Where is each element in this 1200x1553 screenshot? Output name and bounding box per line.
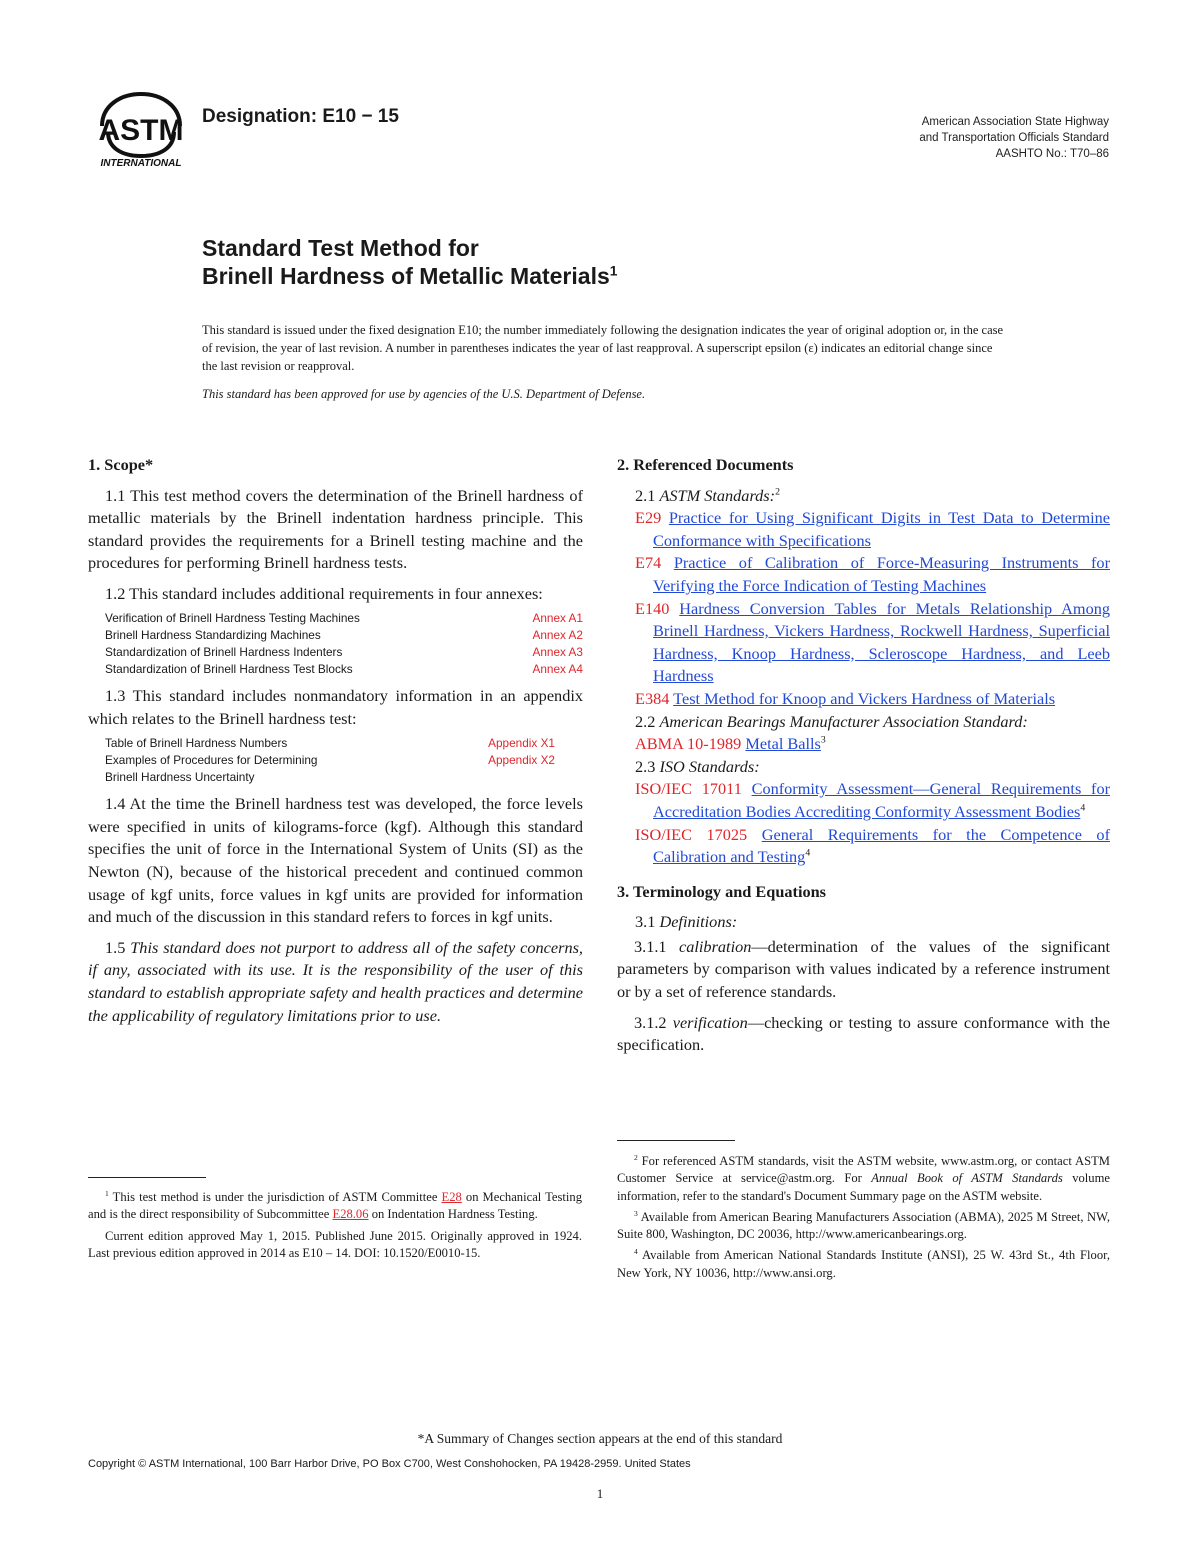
annex-link[interactable]: Annex A1 [532,610,583,625]
summary-of-changes-note: *A Summary of Changes section appears at the end of this standard [417,1431,783,1446]
paragraph-1-4: 1.4 At the time the Brinell hardness test was developed, the force levels were specified in units of kilograms-force (kgf). Although this standard specifies the unit of force in the International System of Units (SI) as the Newton (N), because of the historical precedent and continued common usage of kgf units, force values in kgf units are provided for information and much of the discussion in this standard refers to forces in kgf units. [88,794,583,927]
footnote-1-edition: Current edition approved May 1, 2015. Published June 2015. Originally approved in 1924. Last previous edition approved in 2014 as E10 – 14. DOI: 10.1520/E0010-15. [88,1228,582,1260]
left-column [88,454,583,1027]
footnote-4: $^4$ Available from American National Standards Institute (ANSI), 25 W. 43rd St., 4th Floor, New York, NY 10036, http://www.ansi.org. [617,1247,1110,1280]
annex-row: Brinell Hardness Standardizing Machines Annex A2 [105,627,583,644]
paragraph-1-3: 1.3 This standard includes nonmandatory information in an appendix which relates to the Brinell hardness test: [88,686,583,728]
subcommittee-link[interactable]: E28.06 [332,1207,369,1222]
logo-text: ASTM [98,114,184,147]
document-title [202,234,617,290]
section-heading-referenced: 2. Referenced Documents [617,455,794,474]
title-text: Brinell Hardness of Metallic Materials [202,263,610,289]
footnote-2: $^2$ For referenced ASTM standards, visit the ASTM website, www.astm.org, or contact ASTM Customer Service at service@astm.org. For Annual Book of ASTM Standards volume information, refer to the standard's Document Summary page on the ASTM website. [617,1152,1111,1203]
paragraph-1-1: 1.1 This test method covers the determination of the Brinell hardness of metallic materials by the Brinell indentation hardness principle. This standard provides the requirements for a Brinell testing machine and the procedures for performing Brinell hardness tests. [88,485,583,573]
appendix-row: Examples of Procedures for Determining Appendix X2 [105,752,555,769]
annex-link[interactable]: Annex A3 [532,644,583,659]
footnotes-right [617,1153,1110,1286]
astm-logo [88,86,194,172]
section-heading-scope: 1. Scope* [88,455,154,474]
title-footnote-ref: 1 [609,263,618,279]
annex-row: Standardization of Brinell Hardness Test Blocks Annex A4 [105,661,583,678]
section-heading-terminology: 3. Terminology and Equations [617,881,827,901]
designation: Designation: E10 − 15 [202,106,399,127]
approval-note: This standard has been approved for use by agencies of the U.S. Department of Defense. [202,387,646,401]
subsection-2-1: 2.1 ASTM Standards:$^2$ [635,485,780,505]
annex-link[interactable]: Annex A4 [532,662,583,677]
reference-e140[interactable]: E140 Hardness Conversion Tables for Metals Relationship Among Brinell Hardness, Vickers Hardness, Rockwell Hardness, Superficial Hardness, Knoop Hardness, Scleroscope Hardness, and Leeb Hardness [635,598,1110,686]
annex-row: Standardization of Brinell Hardness Indenters Annex A3 [105,644,583,661]
appendix-row: Table of Brinell Hardness Numbers Appendix X1 [105,735,555,752]
footnote-rule-right [617,1140,735,1141]
paragraph-1-5: 1.5 This standard does not purport to address all of the safety concerns, if any, associated with its use. It is the responsibility of the user of this standard to establish appropriate safety and health practices and determine the applicability of regulatory limitations prior to use. [88,937,583,1025]
right-column [617,454,1110,1057]
footnotes-left [88,1189,582,1266]
title-line-2 [202,262,617,290]
aashto-line: American Association State Highway [921,116,1109,128]
annex-row: Verification of Brinell Hardness Testing Machines Annex A1 [105,610,583,627]
subsection-2-3: 2.3 ISO Standards: [635,756,760,776]
reference-e29[interactable]: E29 Practice for Using Significant Digits in Test Data to Determine Conformance with Specifications [635,508,1110,550]
reference-iso-17025[interactable]: ISO/IEC 17025 General Requirements for the Competence of Calibration and Testing$^4$ [635,824,1110,867]
paragraph-1-2: 1.2 This standard includes additional requirements in four annexes: [105,583,543,603]
appendix-list [105,735,555,787]
copyright-line: Copyright © ASTM International, 100 Barr Harbor Drive, PO Box C700, West Conshohocken, PA 19428-2959. United States [88,1458,691,1470]
appendix-link[interactable]: Appendix X2 [488,752,555,767]
annex-link[interactable]: Annex A2 [532,627,583,642]
reference-e384[interactable]: E384 Test Method for Knoop and Vickers Hardness of Materials [635,688,1056,708]
aashto-note [809,114,1109,162]
title-line-1: Standard Test Method for [202,235,479,261]
reference-e74[interactable]: E74 Practice of Calibration of Force-Measuring Instruments for Verifying the Force Indication of Testing Machines [635,553,1110,595]
committee-link[interactable]: E28 [441,1190,462,1204]
issue-note: This standard is issued under the fixed designation E10; the number immediately following the designation indicates the year of original adoption or, in the case of revision, the year of last revision. A number in parentheses indicates the year of last reapproval. A superscript epsilon (ε) indicates an editorial change since the last revision or reapproval. [202,323,1004,373]
reference-iso-17011[interactable]: ISO/IEC 17011 Conformity Assessment—General Requirements for Accreditation Bodies Accrediting Conformity Assessment Bodies$^4$ [635,779,1111,821]
footnote-3: $^3$ Available from American Bearing Manufacturers Association (ABMA), 2025 M Street, NW, Suite 800, Washington, DC 20036, http://www.americanbearings.org. [617,1208,1110,1242]
aashto-line: and Transportation Officials Standard [919,132,1109,144]
definition-verification: 3.1.2 verification—checking or testing to assure conformance with the specification. [617,1012,1110,1055]
footnote-rule-left [88,1177,206,1178]
annex-list [105,610,583,679]
definition-calibration: 3.1.1 calibration—determination of the values of the significant parameters by comparison with values indicated by a reference instrument or by a set of reference standards. [617,936,1110,1002]
page-number: 1 [596,1486,604,1501]
appendix-row: Brinell Hardness Uncertainty [105,769,255,784]
aashto-line: AASHTO No.: T70–86 [995,148,1109,160]
reference-abma[interactable]: ABMA 10-1989 Metal Balls$^3$ [635,734,826,754]
logo-subtext: INTERNATIONAL [100,158,182,169]
subsection-2-2: 2.2 American Bearings Manufacturer Association Standard: [635,711,1028,731]
appendix-link[interactable]: Appendix X1 [488,735,555,750]
footnote-1: $^1$ This test method is under the jurisdiction of ASTM Committee E28 on Mechanical Testing and is the direct responsibility of Subcommittee E28.06 on Indentation Hardness Testing. [88,1188,583,1222]
subsection-3-1: 3.1 Definitions: [635,912,738,932]
